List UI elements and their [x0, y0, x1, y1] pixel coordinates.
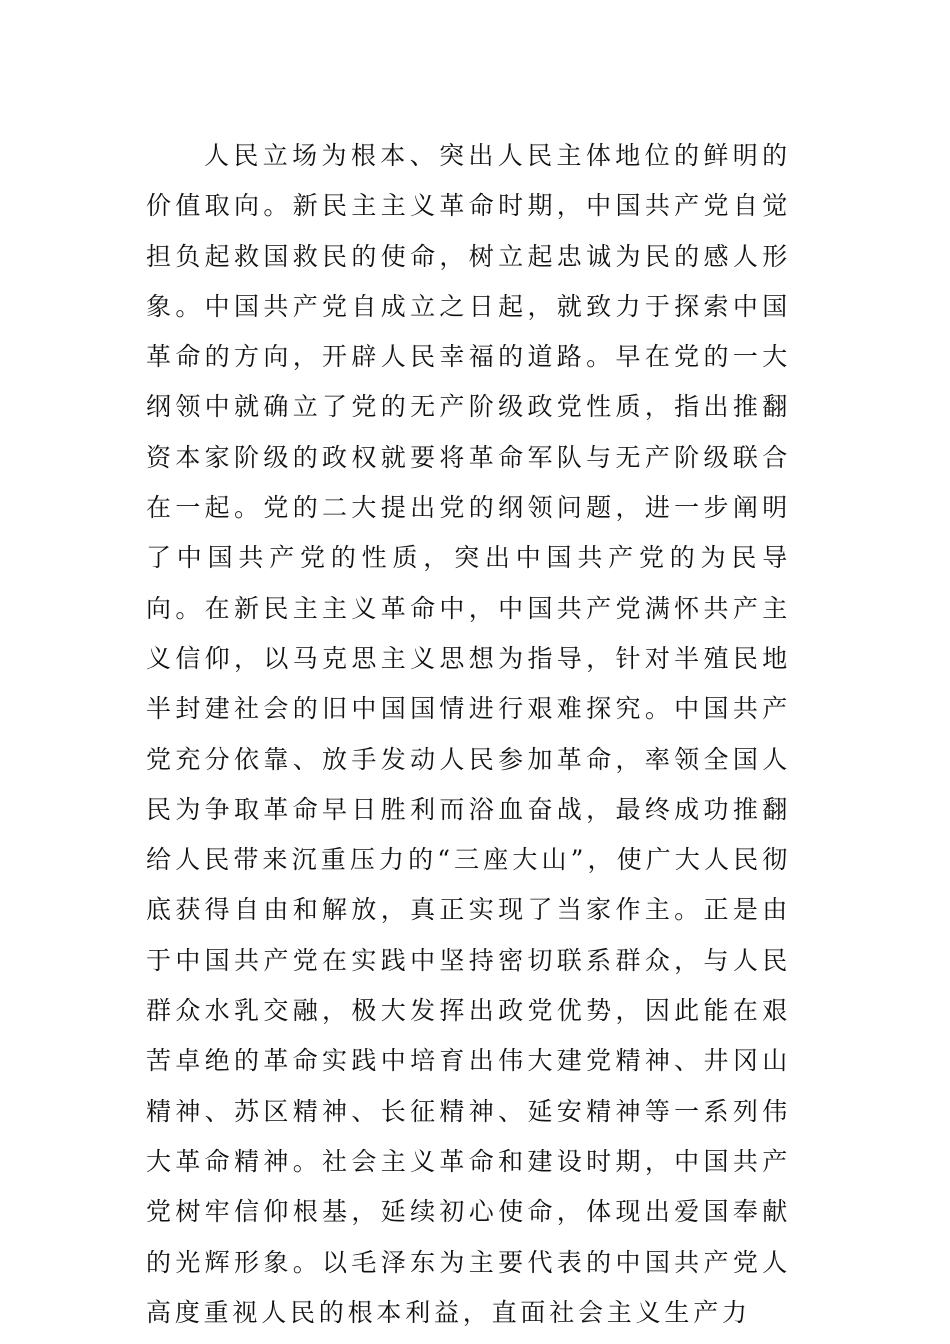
body-paragraph: 人民立场为根本、突出人民主体地位的鲜明的价值取向。新民主主义革命时期，中国共产党自觉担负起救国救民的使命，树立起忠诚为民的感人形象。中国共产党自成立之日起，就致力于探索中国革命的方向，开辟人民幸福的道路。早在党的一大纲领中就确立了党的无产阶级政党性质，指出推翻资本家阶级的政权就要将革命军队与无产阶级联合在一起。党的二大提出党的纲领问题，进一步阐明了中国共产党的性质，突出中国共产党的为民导向。在新民主主义革命中，中国共产党满怀共产主义信仰，以马克思主义思想为指导，针对半殖民地半封建社会的旧中国国情进行艰难探究。中国共产党充分依靠、放手发动人民参加革命，率领全国人民为争取革命早日胜利而浴血奋战，最终成功推翻给人民带来沉重压力的“三座大山”，使广大人民彻底获得自由和解放，真正实现了当家作主。正是由于中国共产党在实践中坚持密切联系群众，与人民群众水乳交融，极大发挥出政党优势，因此能在艰苦卓绝的革命实践中培育出伟大建党精神、井冈山精神、苏区精神、长征精神、延安精神等一系列伟大革命精神。社会主义革命和建设时期，中国共产党树牢信仰根基，延续初心使命，体现出爱国奉献的光辉形象。以毛泽东为主要代表的中国共产党人高度重视人民的根本利益，直面社会主义生产力: [146, 141, 791, 1327]
